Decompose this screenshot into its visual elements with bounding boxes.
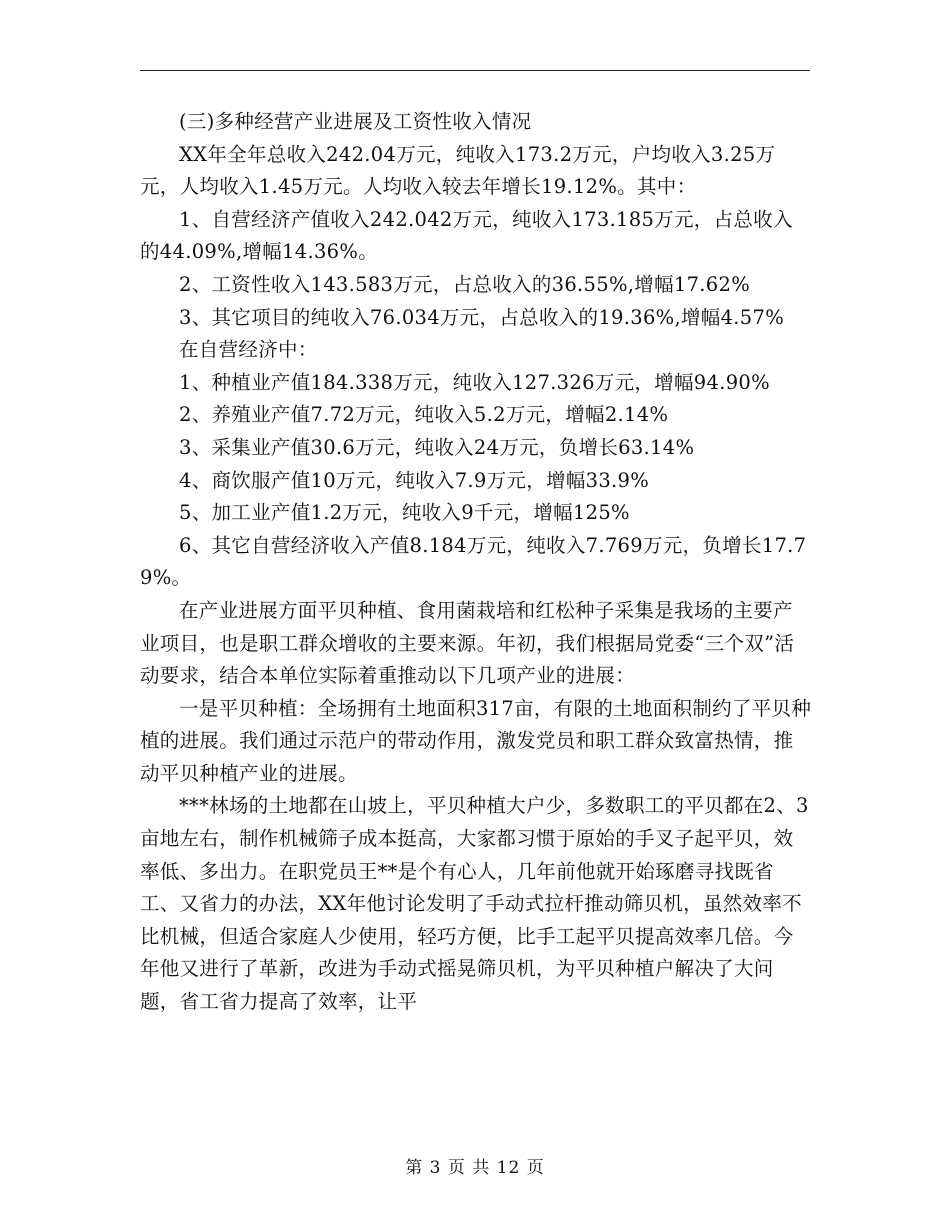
paragraph: 6、其它自营经济收入产值8.184万元，纯收入7.769万元，负增长17.79%。 bbox=[140, 533, 807, 590]
paragraph: 2、养殖业产值7.72万元，纯收入5.2万元，增幅2.14% bbox=[179, 403, 669, 427]
paragraph: 3、其它项目的纯收入76.034万元，占总收入的19.36%,增幅4.57% bbox=[179, 305, 785, 329]
paragraph: 在自营经济中： bbox=[179, 338, 318, 362]
section-heading: (三)多种经营产业进展及工资性收入情况 bbox=[179, 110, 532, 133]
header-rule bbox=[140, 70, 810, 71]
paragraph: 3、采集业产值30.6万元，纯收入24万元，负增长63.14% bbox=[179, 435, 695, 459]
page-number: 第 3 页 共 12 页 bbox=[405, 1158, 545, 1178]
paragraph: 在产业进展方面平贝种植、食用菌栽培和红松种子采集是我场的主要产业项目，也是职工群众增收的主要来源。年初，我们根据局党委“三个双”活动要求，结合本单位实际着重推动以下几项产业的进展： bbox=[140, 598, 795, 688]
paragraph: 5、加工业产值1.2万元，纯收入9千元，增幅125% bbox=[179, 501, 630, 525]
paragraph: 1、自营经济产值收入242.042万元，纯收入173.185万元，占总收入的44.09%,增幅14.36%。 bbox=[140, 207, 793, 264]
paragraph: ***林场的土地都在山坡上，平贝种植大户少，多数职工的平贝都在2、3亩地左右，制作机械筛子成本挺高，大家都习惯于原始的手叉子起平贝，效率低、多出力。在职党员王**是个有心人，几年前他就开始琢磨寻找既省工、又省力的办法，XX年他讨论发明了手动式拉杆推动筛贝机，虽然效率不比机械，但适合家庭人少使用，轻巧方便，比手工起平贝提高效率几倍。今年他又进行了革新，改进为手动式摇晃筛贝机，为平贝种植户解决了大问题，省工省力提高了效率，让平 bbox=[140, 794, 809, 1014]
paragraph: 4、商饮服产值10万元，纯收入7.9万元，增幅33.9% bbox=[179, 468, 650, 492]
document-body bbox=[140, 106, 812, 1019]
paragraph: 一是平贝种植：全场拥有土地面积317亩，有限的土地面积制约了平贝种植的进展。我们通过示范户的带动作用，激发党员和职工群众致富热情，推动平贝种植产业的进展。 bbox=[140, 696, 812, 785]
paragraph: 1、种植业产值184.338万元，纯收入127.326万元，增幅94.90% bbox=[179, 370, 770, 394]
paragraph: 2、工资性收入143.583万元，占总收入的36.55%,增幅17.62% bbox=[179, 272, 751, 296]
paragraph: XX年全年总收入242.04万元，纯收入173.2万元，户均收入3.25万元，人均收入1.45万元。人均收入较去年增长19.12%。其中： bbox=[140, 142, 776, 199]
